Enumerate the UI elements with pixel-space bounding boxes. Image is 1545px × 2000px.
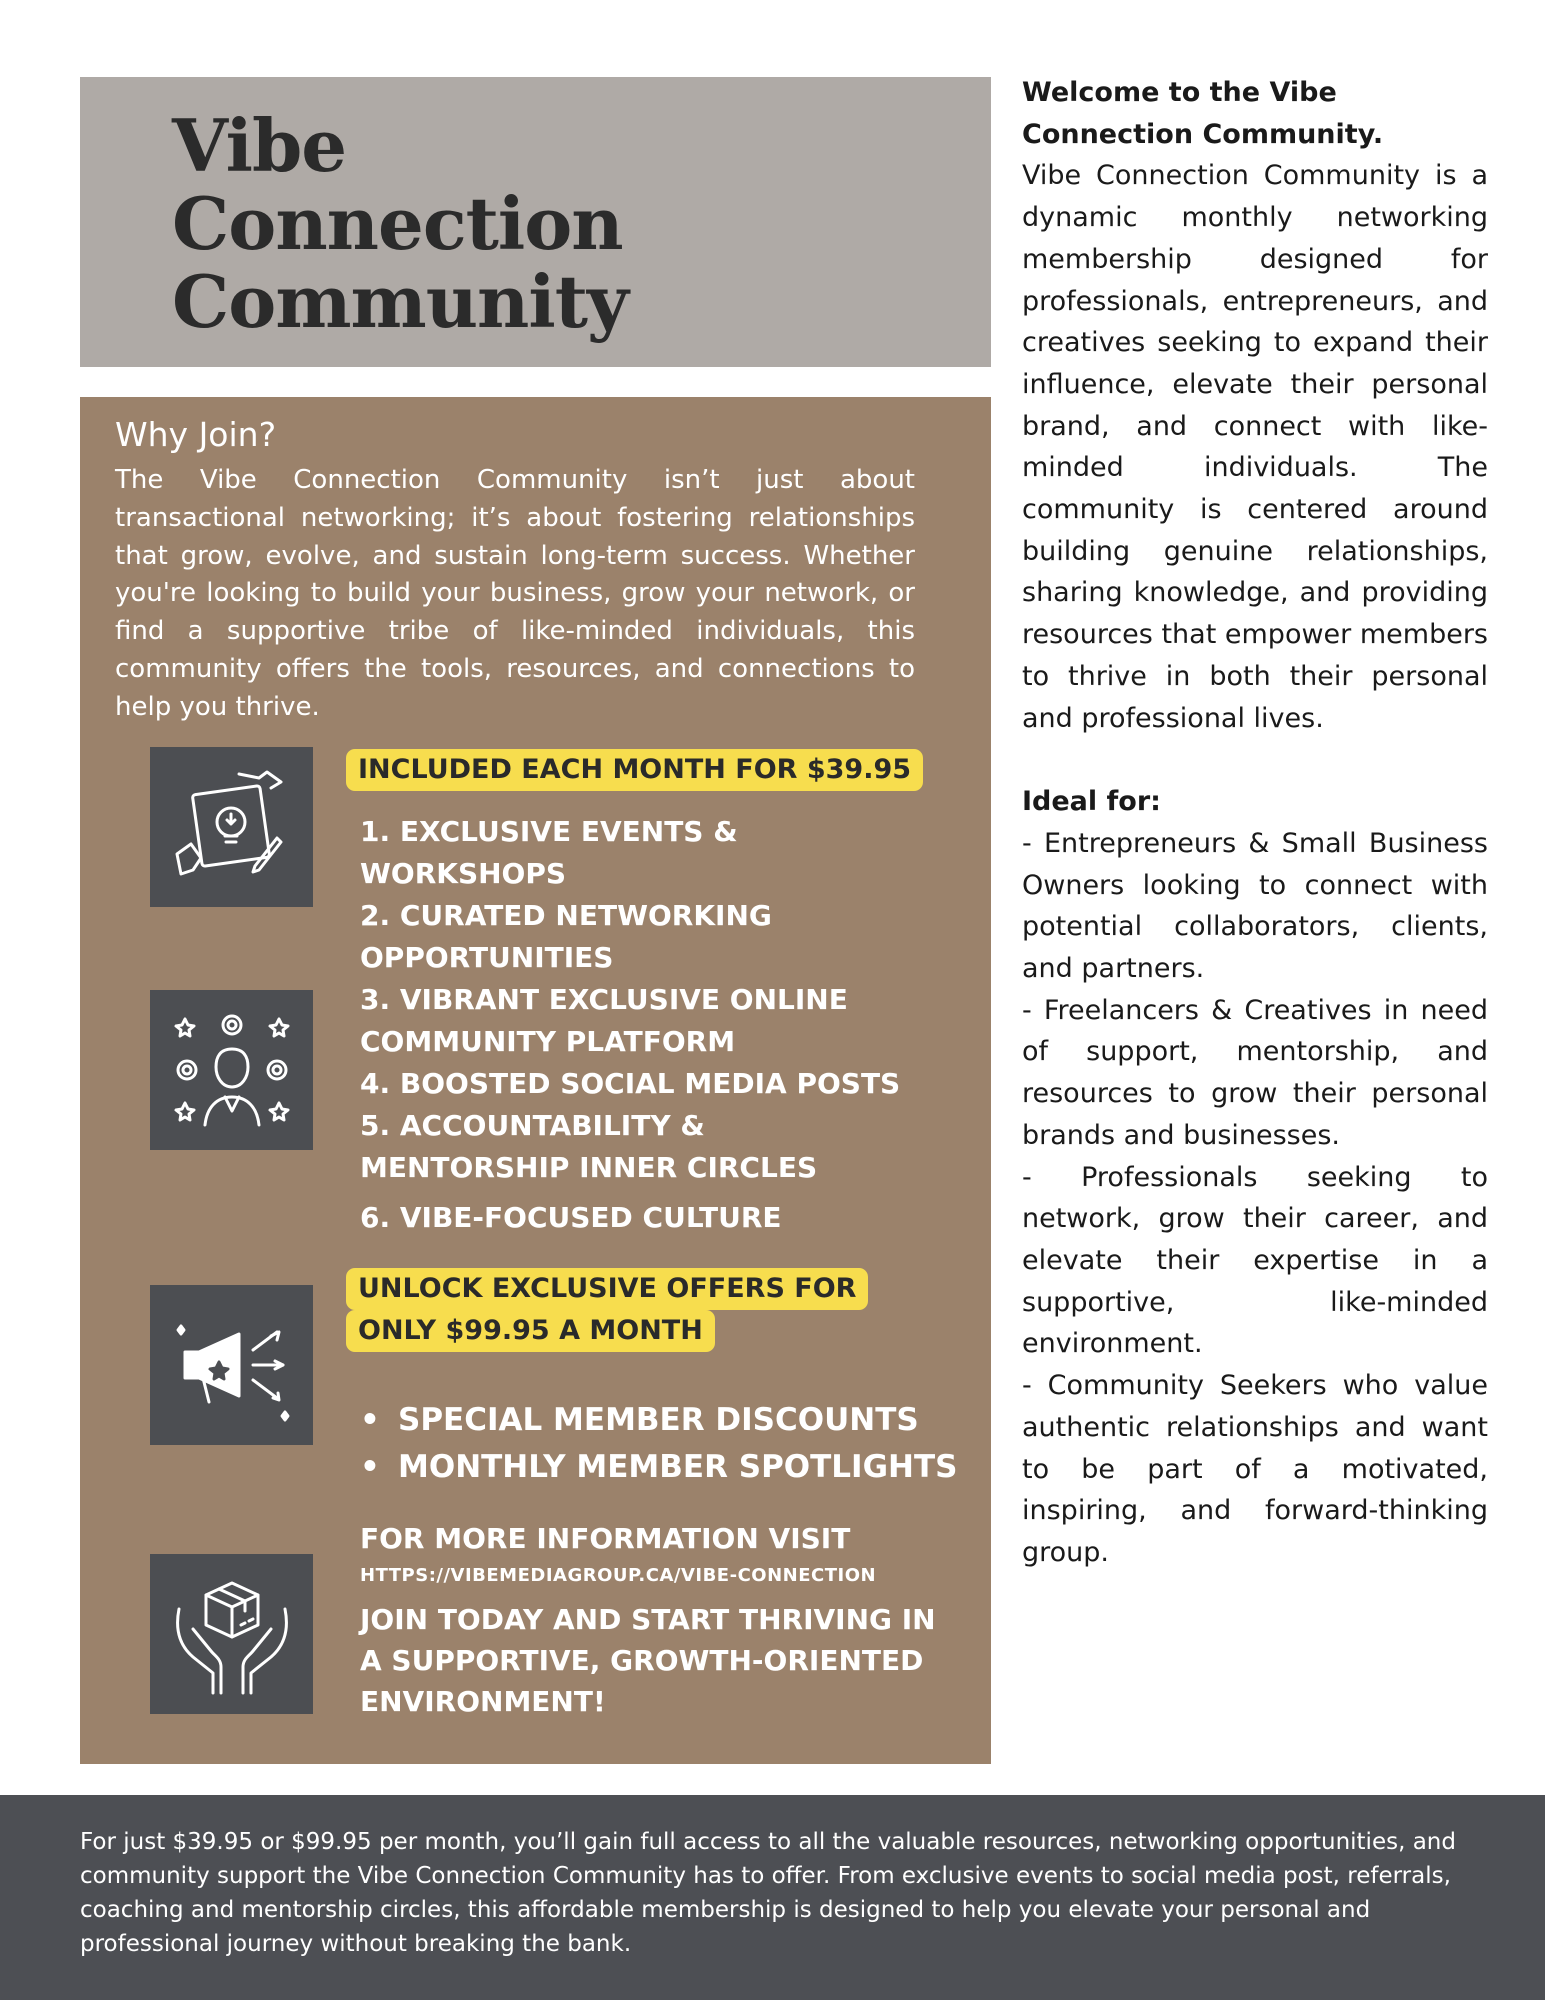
more-info-url[interactable]: HTTPS://VIBEMEDIAGROUP.CA/VIBE-CONNECTION <box>360 1565 877 1586</box>
unlock-item: • MONTHLY MEMBER SPOTLIGHTS <box>360 1444 957 1491</box>
title-line-3: Community <box>172 259 628 344</box>
teamwork-gears-icon <box>150 990 313 1150</box>
welcome-column <box>1022 72 1488 1574</box>
unlock-heading-line-2: ONLY $99.95 A MONTH <box>346 1310 715 1352</box>
collaboration-idea-icon <box>150 747 313 907</box>
ideal-for-item: - Community Seekers who value authentic relationships and want to be part of a motivated, inspiring, and forward-thinking group. <box>1022 1370 1488 1568</box>
ideal-for-item: - Freelancers & Creatives in need of support, mentorship, and resources to grow their personal brands and businesses. <box>1022 994 1488 1151</box>
included-list <box>360 811 900 1239</box>
ideal-for-heading: Ideal for: <box>1022 786 1161 818</box>
welcome-body: Vibe Connection Community is a dynamic monthly networking membership designed for professionals, entrepreneurs, and creatives seeking to expand their influence, elevate their personal brand, and connect with like-minded individuals. The community is centered around building genuine relationships, sharing knowledge, and providing resources that empower members to thrive in both their personal and professional lives. <box>1022 160 1488 734</box>
included-item: 1. EXCLUSIVE EVENTS & <box>360 815 738 848</box>
included-item: 5. ACCOUNTABILITY & <box>360 1109 705 1142</box>
included-item: 6. VIBE-FOCUSED CULTURE <box>360 1201 782 1234</box>
title-line-2: Connection <box>172 181 623 266</box>
included-item: MENTORSHIP INNER CIRCLES <box>360 1151 818 1184</box>
included-item: WORKSHOPS <box>360 857 567 890</box>
unlock-list <box>360 1397 957 1491</box>
included-item: COMMUNITY PLATFORM <box>360 1025 736 1058</box>
more-info-heading: FOR MORE INFORMATION VISIT <box>360 1522 851 1555</box>
megaphone-icon <box>150 1285 313 1445</box>
why-join-heading: Why Join? <box>115 415 277 454</box>
ideal-for-item: - Entrepreneurs & Small Business Owners looking to connect with potential collaborators, clients, and partners. <box>1022 827 1488 985</box>
welcome-heading: Welcome to the Vibe Connection Community. <box>1022 77 1384 150</box>
ideal-for-item: - Professionals seeking to network, grow their career, and elevate their expertise in a supportive, like-minded environment. <box>1022 1161 1488 1360</box>
included-item: 2. CURATED NETWORKING <box>360 899 772 932</box>
footer-banner <box>0 1795 1545 2000</box>
hands-box-icon <box>150 1554 313 1714</box>
page-title <box>172 103 692 344</box>
included-item: 3. VIBRANT EXCLUSIVE ONLINE <box>360 983 848 1016</box>
join-today-text: JOIN TODAY AND START THRIVING IN A SUPPORTIVE, GROWTH-ORIENTED ENVIRONMENT! <box>360 1603 936 1718</box>
title-line-1: Vibe <box>172 103 347 188</box>
membership-panel <box>80 397 991 1764</box>
included-item: 4. BOOSTED SOCIAL MEDIA POSTS <box>360 1067 901 1100</box>
why-join-body: The Vibe Connection Community isn’t just about transactional networking; it’s about fostering relationships that grow, evolve, and sustain long-term success. Whether you're looking to build your business, grow your network, or find a supportive tribe of like-minded individuals, this community offers the tools, resources, and connections to help you thrive. <box>115 465 915 722</box>
included-item: OPPORTUNITIES <box>360 941 614 974</box>
included-heading: INCLUDED EACH MONTH FOR $39.95 <box>346 749 923 791</box>
footer-text: For just $39.95 or $99.95 per month, you’ll gain full access to all the valuable resources, networking opportunities, and community support the Vibe Connection Community has to offer. From exclusive events to social media post, referrals, coaching and mentorship circles, this affordable membership is designed to help you elevate your personal and professional journey without breaking the bank. <box>80 1829 1456 1957</box>
unlock-heading-line-1: UNLOCK EXCLUSIVE OFFERS FOR <box>346 1268 868 1310</box>
unlock-item: • SPECIAL MEMBER DISCOUNTS <box>360 1397 957 1444</box>
title-banner <box>80 77 991 367</box>
